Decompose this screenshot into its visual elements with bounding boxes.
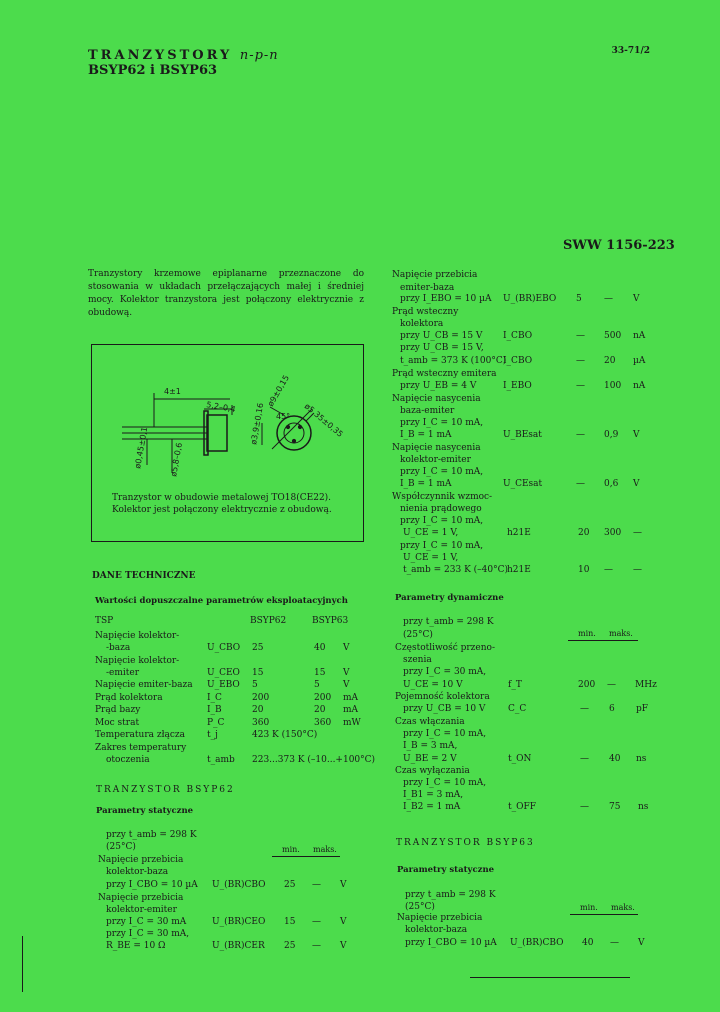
bsyp63-r1-l1: Napięcie przebicia (397, 913, 483, 923)
limit-label: Napięcie emiter-baza (95, 680, 193, 690)
rs-r3-max: 100 (604, 381, 622, 391)
dyn-header-rule (568, 640, 638, 641)
rs-r1-l2: emiter-baza (400, 283, 455, 293)
rs-r4-unit: V (633, 430, 640, 440)
bsyp62-r2-l3: przy I_C = 30 mA (106, 917, 187, 927)
bsyp62-header-rule (272, 856, 340, 857)
bsyp63-static-subtitle: Parametry statyczne (397, 865, 495, 875)
dyn-r4-l1: Czas wyłączania (395, 766, 470, 776)
bsyp63-r1-l2: kolektor-baza (405, 925, 468, 935)
rs-r5-max: 0,6 (604, 479, 619, 489)
rs-r4-l3: przy I_C = 10 mA, (400, 418, 484, 428)
limit-label: Zakres temperatury (95, 742, 187, 753)
bottom-rule (470, 977, 630, 978)
rs-r2-l3: przy U_CB = 15 V (400, 331, 483, 341)
limit-value-bsyp62: 5 (252, 680, 258, 690)
limit-label: Prąd kolektora (95, 692, 163, 703)
bsyp62-r1-l3: przy I_CBO = 10 µA (106, 880, 198, 890)
rs-r4-sym: U_BEsat (503, 430, 542, 440)
rs-r6-unit2: — (633, 565, 642, 575)
limit-value-bsyp63: 5 (314, 680, 320, 690)
limit-value-bsyp62: 423 K (150°C) (252, 730, 318, 740)
limit-unit: V (343, 667, 350, 678)
bsyp62-r2-l1: Napięcie przebicia (98, 893, 184, 903)
bsyp62-r1-sym: U_(BR)CBO (212, 880, 266, 890)
limit-label: Temperatura złącza (95, 730, 186, 740)
rs-r5-sym: U_CEsat (503, 479, 543, 489)
rs-r4-l2: baza-emiter (400, 406, 455, 416)
bsyp63-cond2: (25°C) (405, 902, 435, 912)
dyn-r3-l1: Czas włączania (395, 717, 465, 727)
rs-r2-max1: 500 (604, 331, 622, 341)
bsyp62-cond1: przy t_amb = 298 K (106, 830, 197, 840)
dyn-r1-sym: f_T (508, 680, 522, 690)
rs-r6-sym2: h21E (507, 565, 531, 575)
dyn-r4-sym: t_OFF (508, 802, 536, 812)
document-code: 33-71/2 (611, 46, 650, 56)
bsyp62-r1-min: 25 (284, 880, 296, 890)
limit-symbol: U_CBO (207, 643, 241, 653)
limit-unit: V (343, 680, 350, 690)
dim-length: 4±1 (164, 387, 181, 396)
limit-value-bsyp62: 200 (252, 692, 270, 703)
rs-r5-min: — (576, 479, 585, 489)
dim-flange: ø9±0,15 (265, 373, 291, 408)
limit-label-cont: -baza (106, 643, 131, 653)
limit-unit: mW (343, 717, 361, 728)
document-subtitle: BSYP62 i BSYP63 (88, 63, 218, 78)
bsyp62-static-subtitle: Parametry statyczne (96, 806, 194, 816)
rs-r6-max1: 300 (604, 528, 622, 538)
rs-r3-unit: nA (633, 381, 646, 391)
rs-r1-unit: V (633, 294, 640, 304)
section-title-dane: DANE TECHNICZNE (92, 571, 196, 581)
limit-symbol: t_j (207, 730, 218, 740)
bsyp63-hmax: maks. (611, 903, 635, 912)
limit-label-cont: -emiter (106, 667, 140, 678)
dyn-r4-unit: ns (638, 802, 649, 812)
dyn-r4-min: — (580, 802, 589, 812)
rs-r1-min: 5 (576, 294, 582, 304)
rs-r4-l4: I_B = 1 mA (400, 430, 452, 440)
rs-r5-unit: V (633, 479, 640, 489)
bsyp63-r1-unit: V (638, 938, 645, 948)
bsyp62-cond2: (25°C) (106, 842, 136, 852)
rs-r6-l2: nienia prądowego (400, 504, 482, 514)
rs-r2-sym2: I_CBO (503, 356, 533, 366)
rs-r6-l7: t_amb = 233 K (–40°C) (403, 565, 509, 575)
bsyp63-r1-sym: U_(BR)CBO (510, 938, 564, 948)
limit-unit: mA (343, 692, 359, 703)
rs-r1-l3: przy I_EBO = 10 µA (400, 294, 492, 304)
rs-r6-l1: Współczynnik wzmoc- (392, 492, 493, 502)
dyn-r3-l4: U_BE = 2 V (403, 754, 457, 764)
bsyp63-cond1: przy t_amb = 298 K (405, 890, 496, 900)
rs-r2-unit1: nA (633, 331, 646, 341)
dynamic-subtitle: Parametry dynamiczne (395, 593, 504, 603)
bsyp63-header-rule (570, 914, 638, 915)
bsyp62-r2-min1: 15 (284, 917, 296, 927)
limit-label: Napięcie kolektor- (95, 655, 180, 666)
rs-r6-l6: U_CE = 1 V, (403, 553, 459, 563)
limit-symbol: U_CEO (207, 667, 240, 678)
bsyp62-r1-l2: kolektor-baza (106, 867, 169, 877)
bsyp62-r2-unit1: V (340, 917, 347, 927)
rs-r6-l5: przy I_C = 10 mA, (400, 541, 484, 551)
dyn-r2-min: — (580, 704, 589, 714)
bsyp63-r1-max: — (610, 938, 619, 948)
rs-r3-l1: Prąd wsteczny emitera (392, 369, 497, 379)
dyn-r1-unit: MHz (635, 680, 657, 690)
bsyp63-hmin: min. (580, 903, 598, 912)
dim-cap: ø5,35±0,35 (302, 401, 345, 439)
dyn-r3-sym: t_ON (508, 754, 532, 764)
limit-unit: mA (343, 705, 359, 715)
dyn-r2-unit: pF (636, 704, 649, 714)
dyn-r2-max: 6 (609, 704, 615, 714)
rs-r3-sym: I_EBO (503, 381, 532, 391)
dyn-r1-l3: przy I_C = 30 mA, (403, 667, 487, 677)
rs-r6-min1: 20 (578, 528, 590, 538)
bsyp62-r2-sym2: U_(BR)CER (212, 941, 265, 951)
bsyp63-r1-l3: przy I_CBO = 10 µA (405, 938, 497, 948)
dyn-r4-l3: I_B1 = 3 mA, (403, 790, 464, 800)
rs-r2-sym1: I_CBO (503, 331, 533, 341)
limits-subtitle: Wartości dopuszczalne parametrów eksploatacyjnych (95, 596, 348, 606)
figure-caption: Tranzystor w obudowie metalowej TO18(CE22). Kolektor jest połączony elektrycznie z obudową. (112, 493, 332, 515)
bsyp62-r2-sym1: U_(BR)CEO (212, 917, 266, 927)
bsyp62-r2-l2: kolektor-emiter (106, 905, 177, 915)
rs-r2-l1: Prąd wsteczny (392, 307, 459, 317)
standard-number: SWW 1156-223 (563, 238, 675, 253)
dyn-r1-l2: szenia (403, 655, 432, 665)
bsyp62-r2-max2: — (312, 941, 321, 951)
dyn-r4-l4: I_B2 = 1 mA (403, 802, 461, 812)
limit-value-bsyp63: 360 (314, 717, 332, 728)
rs-r2-min2: — (576, 356, 585, 366)
limit-value-bsyp63: 15 (314, 667, 326, 678)
bsyp62-r1-unit: V (340, 880, 347, 890)
limit-label: Prąd bazy (95, 705, 141, 715)
limit-symbol: I_C (207, 692, 222, 703)
rs-r6-unit1: — (633, 528, 642, 538)
document-title: TRANZYSTORY n-p-n (88, 48, 279, 63)
rs-r3-l2: przy U_EB = 4 V (400, 381, 477, 391)
bsyp62-hmin: min. (282, 845, 300, 854)
bsyp62-title: TRANZYSTOR BSYP62 (96, 785, 235, 795)
limit-value-bsyp63: 40 (314, 643, 326, 653)
bsyp62-r2-max1: — (312, 917, 321, 927)
rs-r6-l3: przy I_C = 10 mA, (400, 516, 484, 526)
dyn-r3-l2: przy I_C = 10 mA, (403, 729, 487, 739)
dyn-r1-l4: U_CE = 10 V (403, 680, 463, 690)
col-bsyp63: BSYP63 (312, 616, 349, 626)
dyn-hmin: min. (578, 629, 596, 638)
dyn-r4-l2: przy I_C = 10 mA, (403, 778, 487, 788)
margin-mark (22, 936, 23, 992)
dim-lead-dia: ø0,45±0,1 (133, 426, 150, 470)
bsyp63-r1-min: 40 (582, 938, 594, 948)
dyn-r1-min: 200 (578, 680, 596, 690)
dyn-r2-l1: Pojemność kolektora (395, 692, 490, 702)
limit-value-bsyp62: 223...373 K (–10...+100°C) (252, 754, 376, 765)
dyn-r2-l2: przy U_CB = 10 V (403, 704, 486, 714)
intro-paragraph: Tranzystory krzemowe epiplanarne przeznaczone do stosowania w układach przełączających małej i średniej mocy. Kolektor tranzystora jest połączony elektrycznie z obudową. (88, 269, 364, 318)
dyn-r3-l3: I_B = 3 mA, (403, 741, 458, 751)
dyn-cond2: (25°C) (403, 630, 433, 640)
bsyp63-title: TRANZYSTOR BSYP63 (396, 838, 535, 848)
dyn-r4-max: 75 (609, 802, 621, 812)
rs-r5-l3: przy I_C = 10 mA, (400, 467, 484, 477)
rs-r6-max2: — (604, 565, 613, 575)
rs-r4-min: — (576, 430, 585, 440)
limit-label: Napięcie kolektor- (95, 631, 180, 641)
dyn-r2-sym: C_C (508, 704, 527, 714)
bsyp62-hmax: maks. (313, 845, 337, 854)
bsyp62-r2-min2: 25 (284, 941, 296, 951)
rs-r6-l4: U_CE = 1 V, (403, 528, 459, 538)
dyn-r3-unit: ns (636, 754, 647, 764)
limit-value-bsyp62: 15 (252, 667, 264, 678)
bsyp62-r1-l1: Napięcie przebicia (98, 855, 184, 865)
dyn-r1-max: — (607, 680, 616, 690)
rs-r5-l4: I_B = 1 mA (400, 479, 452, 489)
col-bsyp62: BSYP62 (250, 616, 287, 626)
bsyp62-r2-l4: przy I_C = 30 mA, (106, 929, 190, 939)
bsyp62-r1-max: — (312, 880, 321, 890)
dyn-r1-l1: Częstotliwość przeno- (395, 643, 496, 653)
rs-r2-l5: t_amb = 373 K (100°C) (400, 356, 507, 366)
rs-r1-l1: Napięcie przebicia (392, 270, 478, 280)
limit-value-bsyp63: 20 (314, 705, 326, 715)
rs-r6-min2: 10 (578, 565, 590, 575)
rs-r6-sym1: h21E (507, 528, 531, 538)
limit-value-bsyp62: 20 (252, 705, 264, 715)
rs-r5-l2: kolektor-emiter (400, 455, 471, 465)
bsyp62-r2-unit2: V (340, 941, 347, 951)
rs-r2-max2: 20 (604, 356, 616, 366)
rs-r4-max: 0,9 (604, 430, 619, 440)
col-tsp: TSP (95, 616, 114, 626)
limit-symbol: U_EBO (207, 680, 240, 690)
limit-value-bsyp62: 360 (252, 717, 270, 728)
rs-r2-min1: — (576, 331, 585, 341)
limit-symbol: t_amb (207, 754, 235, 765)
rs-r5-l1: Napięcie nasycenia (392, 443, 481, 453)
limit-symbol: P_C (207, 717, 225, 728)
rs-r1-max: — (604, 294, 613, 304)
limit-symbol: I_B (207, 705, 222, 715)
dyn-hmax: maks. (609, 629, 633, 638)
dim-pin-circle: ø3,9±0,16 (249, 402, 266, 446)
limit-label: Moc strat (95, 717, 140, 728)
rs-r3-min: — (576, 381, 585, 391)
limit-label-cont: otoczenia (106, 754, 150, 765)
dim-angle: 45° (276, 412, 291, 421)
dim-body: 5,2–0,4 (205, 400, 237, 415)
dyn-r3-max: 40 (609, 754, 621, 764)
bsyp62-r2-l5: R_BE = 10 Ω (106, 941, 166, 951)
limit-value-bsyp63: 200 (314, 692, 332, 703)
dim-can-dia: ø5,8–0,6 (169, 441, 184, 478)
limit-unit: V (343, 643, 350, 653)
limit-value-bsyp62: 25 (252, 643, 264, 653)
rs-r2-unit2: µA (633, 356, 646, 366)
rs-r4-l1: Napięcie nasycenia (392, 394, 481, 404)
rs-r2-l2: kolektora (400, 319, 444, 329)
dyn-r3-min: — (580, 754, 589, 764)
rs-r1-sym: U_(BR)EBO (503, 294, 557, 304)
dyn-cond1: przy t_amb = 298 K (403, 617, 494, 627)
rs-r2-l4: przy U_CB = 15 V, (400, 343, 484, 353)
